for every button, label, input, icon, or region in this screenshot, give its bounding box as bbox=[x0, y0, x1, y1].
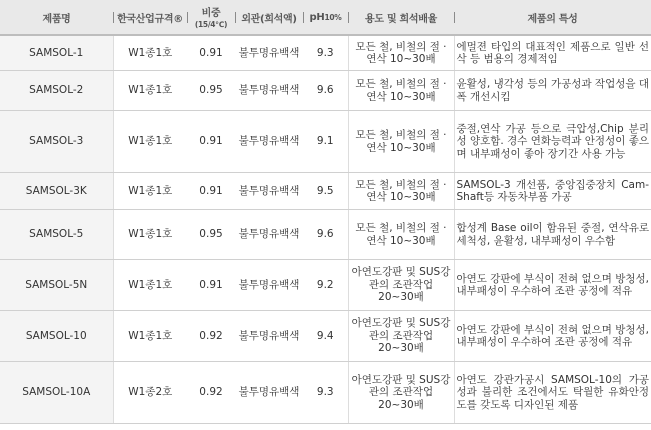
cell-kis-standard: W1종1호 bbox=[113, 71, 187, 111]
cell-use-dilution: 모든 철, 비철의 절 · 연삭 10~30배 bbox=[348, 173, 454, 210]
cell-ph: 9.5 bbox=[303, 173, 348, 210]
cell-appearance: 불투명유백색 bbox=[235, 111, 303, 173]
cell-features: 합성계 Base oil이 함유된 중절, 연삭유로 세척성, 윤활성, 내부패성이 우수함 bbox=[454, 210, 651, 260]
cell-ph: 9.6 bbox=[303, 71, 348, 111]
cell-specific-gravity: 0.91 bbox=[187, 260, 235, 311]
cell-ph: 9.6 bbox=[303, 210, 348, 260]
cell-kis-standard: W1종1호 bbox=[113, 35, 187, 71]
cell-ph: 9.3 bbox=[303, 362, 348, 424]
table-row bbox=[0, 35, 651, 71]
cell-product-name: SAMSOL-10 bbox=[0, 311, 113, 362]
cell-ph: 9.1 bbox=[303, 111, 348, 173]
table-row bbox=[0, 210, 651, 260]
cell-specific-gravity: 0.91 bbox=[187, 173, 235, 210]
cell-specific-gravity: 0.91 bbox=[187, 35, 235, 71]
cell-features: 윤활성, 냉각성 등의 가공성과 작업성을 대폭 개선시킴 bbox=[454, 71, 651, 111]
cell-appearance: 불투명유백색 bbox=[235, 35, 303, 71]
cell-specific-gravity: 0.92 bbox=[187, 362, 235, 424]
table-row bbox=[0, 362, 651, 424]
cell-product-name: SAMSOL-5 bbox=[0, 210, 113, 260]
cell-specific-gravity: 0.91 bbox=[187, 111, 235, 173]
cell-product-name: SAMSOL-10A bbox=[0, 362, 113, 424]
header-use-dilution: 용도 및 희석배율 bbox=[348, 0, 454, 35]
cell-kis-standard: W1종1호 bbox=[113, 311, 187, 362]
header-kis-standard: 한국산업규격® bbox=[113, 0, 187, 35]
cell-ph: 9.2 bbox=[303, 260, 348, 311]
cell-use-dilution: 모든 철, 비철의 절 · 연삭 10~30배 bbox=[348, 71, 454, 111]
cell-product-name: SAMSOL-3 bbox=[0, 111, 113, 173]
cell-product-name: SAMSOL-3K bbox=[0, 173, 113, 210]
cell-appearance: 불투명유백색 bbox=[235, 71, 303, 111]
table-header-row bbox=[0, 0, 651, 35]
cell-specific-gravity: 0.95 bbox=[187, 71, 235, 111]
cell-features: 아연도 강판에 부식이 전혀 없으며 방청성, 내부패성이 우수하여 조관 공정에 적유 bbox=[454, 311, 651, 362]
cell-product-name: SAMSOL-1 bbox=[0, 35, 113, 71]
table-row bbox=[0, 71, 651, 111]
cell-product-name: SAMSOL-2 bbox=[0, 71, 113, 111]
cell-use-dilution: 모든 철, 비철의 절 · 연삭 10~30배 bbox=[348, 35, 454, 71]
cell-appearance: 불투명유백색 bbox=[235, 311, 303, 362]
table-row bbox=[0, 173, 651, 210]
table-row bbox=[0, 311, 651, 362]
cell-kis-standard: W1종1호 bbox=[113, 260, 187, 311]
cell-appearance: 불투명유백색 bbox=[235, 210, 303, 260]
cell-kis-standard: W1종1호 bbox=[113, 173, 187, 210]
cell-ph: 9.3 bbox=[303, 35, 348, 71]
cell-use-dilution: 모든 철, 비철의 절 · 연삭 10~30배 bbox=[348, 210, 454, 260]
header-ph: pH10% bbox=[303, 0, 348, 35]
cell-kis-standard: W1종2호 bbox=[113, 362, 187, 424]
cell-features: 아연도 강판에 부식이 전혀 없으며 방청성, 내부패성이 우수하여 조관 공정에 적유 bbox=[454, 260, 651, 311]
header-product-name: 제품명 bbox=[0, 0, 113, 35]
cell-product-name: SAMSOL-5N bbox=[0, 260, 113, 311]
cell-use-dilution: 아연도강판 및 SUS강관의 조관작업 20~30배 bbox=[348, 260, 454, 311]
cell-features: 에멀젼 타입의 대표적인 제품으로 일반 선삭 등 범용의 경제적임 bbox=[454, 35, 651, 71]
cell-appearance: 불투명유백색 bbox=[235, 173, 303, 210]
cell-features: 아연도 강관가공시 SAMSOL-10의 가공성과 불리한 조건에서도 탁월한 유화안정도를 갖도록 디자인된 제품 bbox=[454, 362, 651, 424]
table-row bbox=[0, 111, 651, 173]
cell-kis-standard: W1종1호 bbox=[113, 210, 187, 260]
cell-features: SAMSOL-3 개선품, 중앙집중장치 Cam-Shaft등 자동차부품 가공 bbox=[454, 173, 651, 210]
cell-use-dilution: 아연도강판 및 SUS강관의 조관작업 20~30배 bbox=[348, 311, 454, 362]
cell-ph: 9.4 bbox=[303, 311, 348, 362]
cell-use-dilution: 모든 철, 비철의 절 · 연삭 10~30배 bbox=[348, 111, 454, 173]
cell-appearance: 불투명유백색 bbox=[235, 362, 303, 424]
cell-features: 중절,연삭 가공 등으로 극압성,Chip 분리성 양호함. 경수 연화능력과 안정성이 좋으며 내부패성이 좋아 장기간 사용 가능 bbox=[454, 111, 651, 173]
header-appearance: 외관(희석액) bbox=[235, 0, 303, 35]
header-specific-gravity: 비중(15/4℃) bbox=[187, 0, 235, 35]
cell-kis-standard: W1종1호 bbox=[113, 111, 187, 173]
cell-appearance: 불투명유백색 bbox=[235, 260, 303, 311]
cell-specific-gravity: 0.92 bbox=[187, 311, 235, 362]
cell-specific-gravity: 0.95 bbox=[187, 210, 235, 260]
table-row bbox=[0, 260, 651, 311]
header-features: 제품의 특성 bbox=[454, 0, 651, 35]
cell-use-dilution: 아연도강판 및 SUS강관의 조관작업 20~30배 bbox=[348, 362, 454, 424]
